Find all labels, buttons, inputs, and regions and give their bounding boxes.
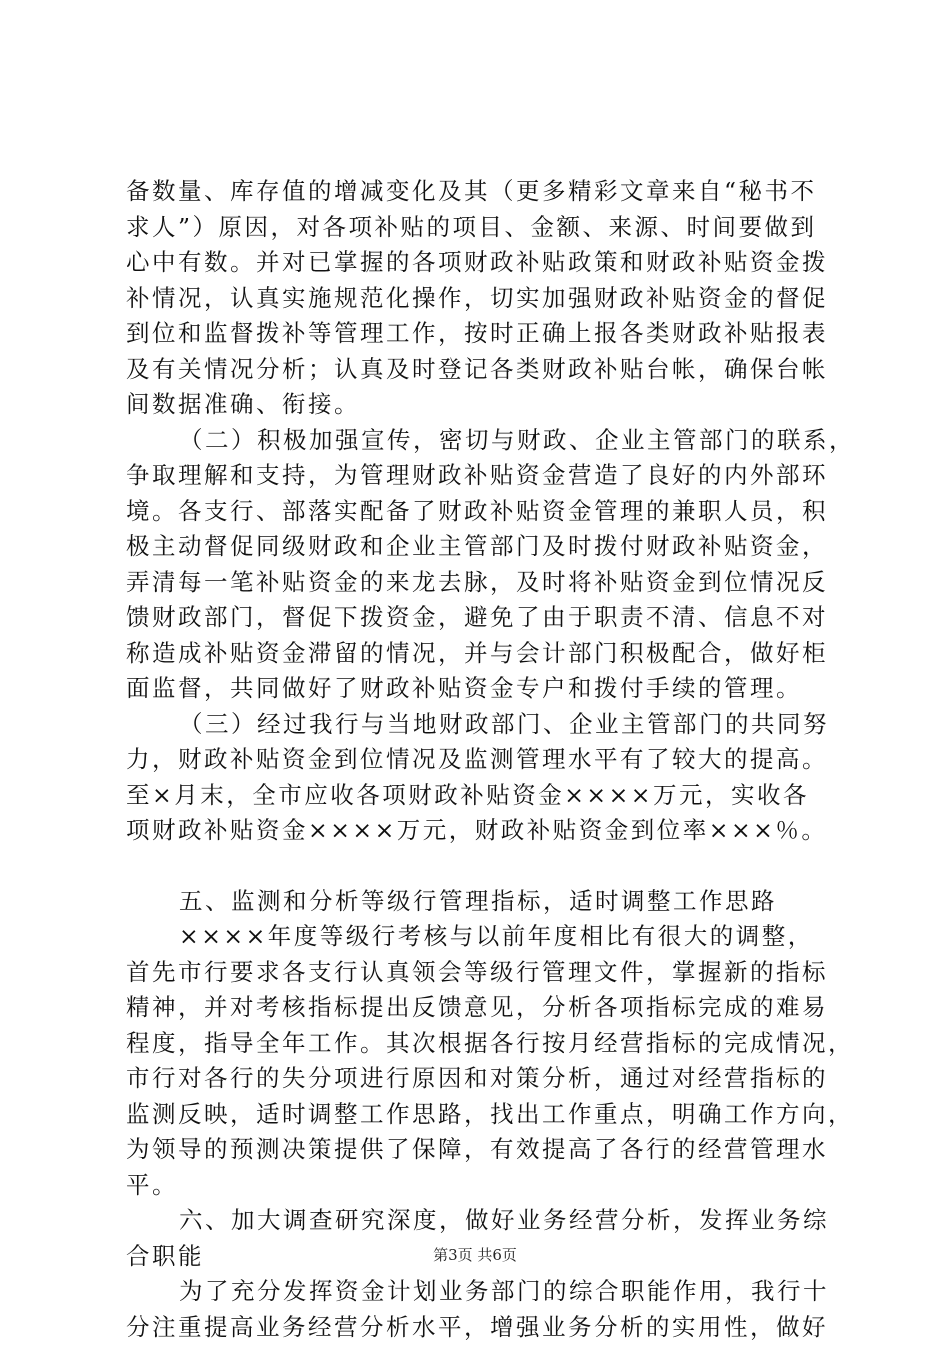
text-line: 境。各支行、部落实配备了财政补贴资金管理的兼职人员，积 (126, 494, 838, 530)
text-line: 称造成补贴资金滞留的情况，并与会计部门积极配合，做好柜 (126, 636, 838, 672)
text-line: 面监督，共同做好了财政补贴资金专户和拨付手续的管理。 (126, 671, 838, 707)
text-line: 市行对各行的失分项进行原因和对策分析，通过对经营指标的 (126, 1061, 838, 1097)
text-line: 补情况，认真实施规范化操作，切实加强财政补贴资金的督促 (126, 281, 838, 317)
text-line: 极主动督促同级财政和企业主管部门及时拨付财政补贴资金， (126, 529, 838, 565)
paragraph-gap (126, 849, 838, 884)
text-line: 为领导的预测决策提供了保障，有效提高了各行的经营管理水 (126, 1132, 838, 1168)
paragraph-start-line: （二）积极加强宣传，密切与财政、企业主管部门的联系， (126, 423, 838, 459)
text-line: 精神，并对考核指标提出反馈意见，分析各项指标完成的难易 (126, 990, 838, 1026)
text-line: 备数量、库存值的增减变化及其（更多精彩文章来自“秘书不 (126, 174, 838, 210)
section-heading: 五、监测和分析等级行管理指标，适时调整工作思路 (126, 884, 838, 920)
paragraph-start-line: 为了充分发挥资金计划业务部门的综合职能作用，我行十 (126, 1274, 838, 1310)
text-line: 到位和监督拨补等管理工作，按时正确上报各类财政补贴报表 (126, 316, 838, 352)
text-line: 平。 (126, 1168, 838, 1204)
paragraph-start-line: ××××年度等级行考核与以前年度相比有很大的调整， (126, 919, 838, 955)
paragraph-start-line: （三）经过我行与当地财政部门、企业主管部门的共同努 (126, 707, 838, 743)
text-line: 监测反映，适时调整工作思路，找出工作重点，明确工作方向， (126, 1097, 838, 1133)
text-line: 间数据准确、衔接。 (126, 387, 838, 423)
text-line: 馈财政部门，督促下拨资金，避免了由于职责不清、信息不对 (126, 600, 838, 636)
text-line: 程度，指导全年工作。其次根据各行按月经营指标的完成情况， (126, 1026, 838, 1062)
page-number: 第3页 共6页 (0, 1244, 950, 1265)
text-line: 力，财政补贴资金到位情况及监测管理水平有了较大的提高。 (126, 742, 838, 778)
text-line: 心中有数。并对已掌握的各项财政补贴政策和财政补贴资金拨 (126, 245, 838, 281)
text-line: 及有关情况分析；认真及时登记各类财政补贴台帐，确保台帐 (126, 352, 838, 388)
text-line: 至×月末，全市应收各项财政补贴资金××××万元，实收各 (126, 778, 838, 814)
text-line: 首先市行要求各支行认真领会等级行管理文件，掌握新的指标 (126, 955, 838, 991)
text-line: 求人”）原因，对各项补贴的项目、金额、来源、时间要做到 (126, 210, 838, 246)
text-line: 分注重提高业务经营分析水平，增强业务分析的实用性，做好 (126, 1310, 838, 1345)
text-line: 项财政补贴资金××××万元，财政补贴资金到位率×××％。 (126, 813, 838, 849)
section-heading-continued: 合职能 (126, 1239, 838, 1275)
document-body (126, 174, 838, 1345)
text-line: 争取理解和支持，为管理财政补贴资金营造了良好的内外部环 (126, 458, 838, 494)
text-line: 弄清每一笔补贴资金的来龙去脉，及时将补贴资金到位情况反 (126, 565, 838, 601)
section-heading: 六、加大调查研究深度，做好业务经营分析，发挥业务综 (126, 1203, 838, 1239)
